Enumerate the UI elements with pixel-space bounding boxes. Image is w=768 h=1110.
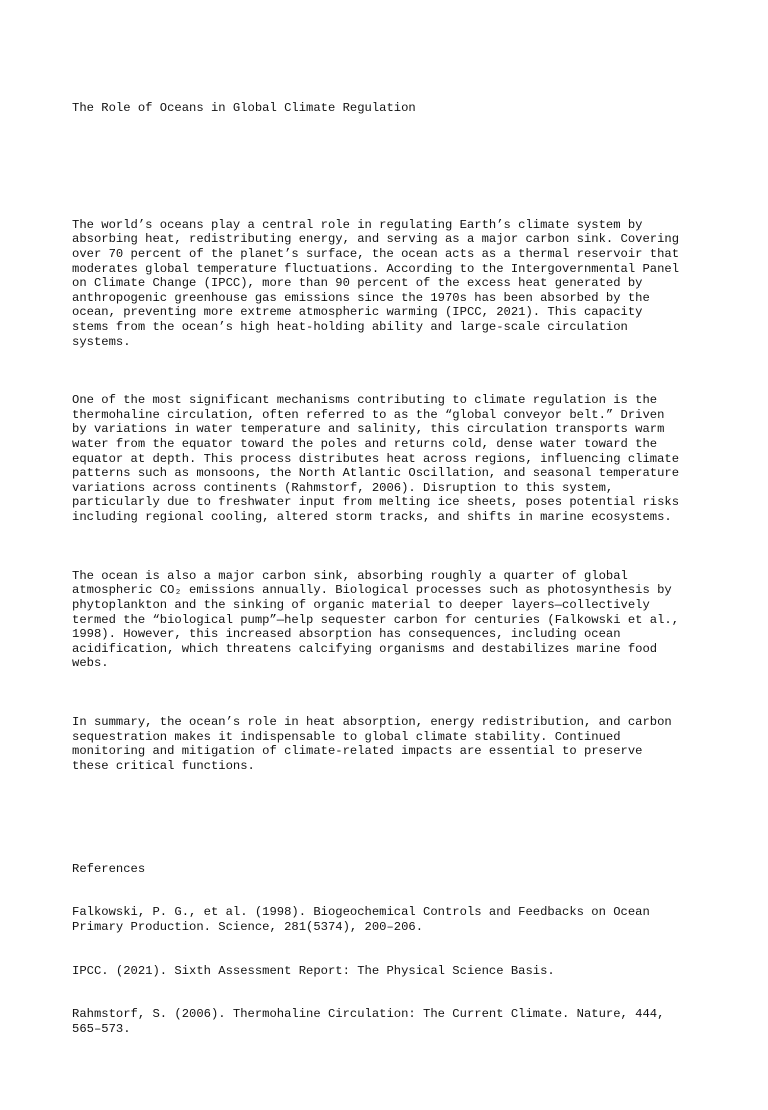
paragraph-summary: In summary, the ocean’s role in heat absorption, energy redistribution, and carbon sequestration makes it indispensable to global climate stability. Continued monitoring and mitigation of climate-related impacts are essential to preserve these critical functions. (72, 715, 672, 773)
reference-rahmstorf: Rahmstorf, S. (2006). Thermohaline Circulation: The Current Climate. Nature, 444, 565–573. (72, 1007, 665, 1037)
paragraph-intro: The world’s oceans play a central role in regulating Earth’s climate system by absorbing heat, redistributing energy, and serving as a major carbon sink. Covering over 70 percent of the planet’s surface, the ocean acts as a thermal reservoir that moderates global temperature fluctuations. According to the Intergovernmental Panel on Climate Change (IPCC), more than 90 percent of the excess heat generated by anthropogenic greenhouse gas emissions since the 1970s has been absorbed by the ocean, preventing more extreme atmospheric warming (IPCC, 2021). This capacity stems from the ocean’s high heat-holding ability and large-scale circulation systems. (72, 217, 680, 349)
references-section (72, 832, 700, 1066)
paragraph-thermohaline: One of the most significant mechanisms contributing to climate regulation is the thermohaline circulation, often referred to as the “global conveyor belt.” Driven by variations in water temperature and salinity, this circulation transports warm water from the equator toward the poles and returns cold, dense water toward the equator at depth. This process distributes heat across regions, influencing climate patterns such as monsoons, the North Atlantic Oscillation, and seasonal temperature variations across continents (Rahmstorf, 2006). Disruption to this system, particularly due to freshwater input from melting ice sheets, poses potential risks including regional cooling, altered storm tracks, and shifts in marine ecosystems. (72, 393, 680, 525)
references-heading: References (72, 861, 146, 876)
document-body (72, 189, 700, 1095)
reference-ipcc: IPCC. (2021). Sixth Assessment Report: The Physical Science Basis. (72, 963, 555, 978)
document-page (72, 72, 700, 1110)
document-title: The Role of Oceans in Global Climate Regulation (72, 101, 416, 116)
reference-falkowski: Falkowski, P. G., et al. (1998). Biogeochemical Controls and Feedbacks on Ocean Primary Production. Science, 281(5374), 200–206. (72, 905, 650, 934)
paragraph-carbon-sink: The ocean is also a major carbon sink, absorbing roughly a quarter of global atmospheric CO₂ emissions annually. Biological processes such as photosynthesis by phytoplankton and the sinking of organic material to deeper layers—collectively termed the “biological pump”—help sequester carbon for centuries (Falkowski et al., 1998). However, this increased absorption has consequences, including ocean acidification, which threatens calcifying organisms and destabilizes marine food webs. (72, 568, 680, 671)
